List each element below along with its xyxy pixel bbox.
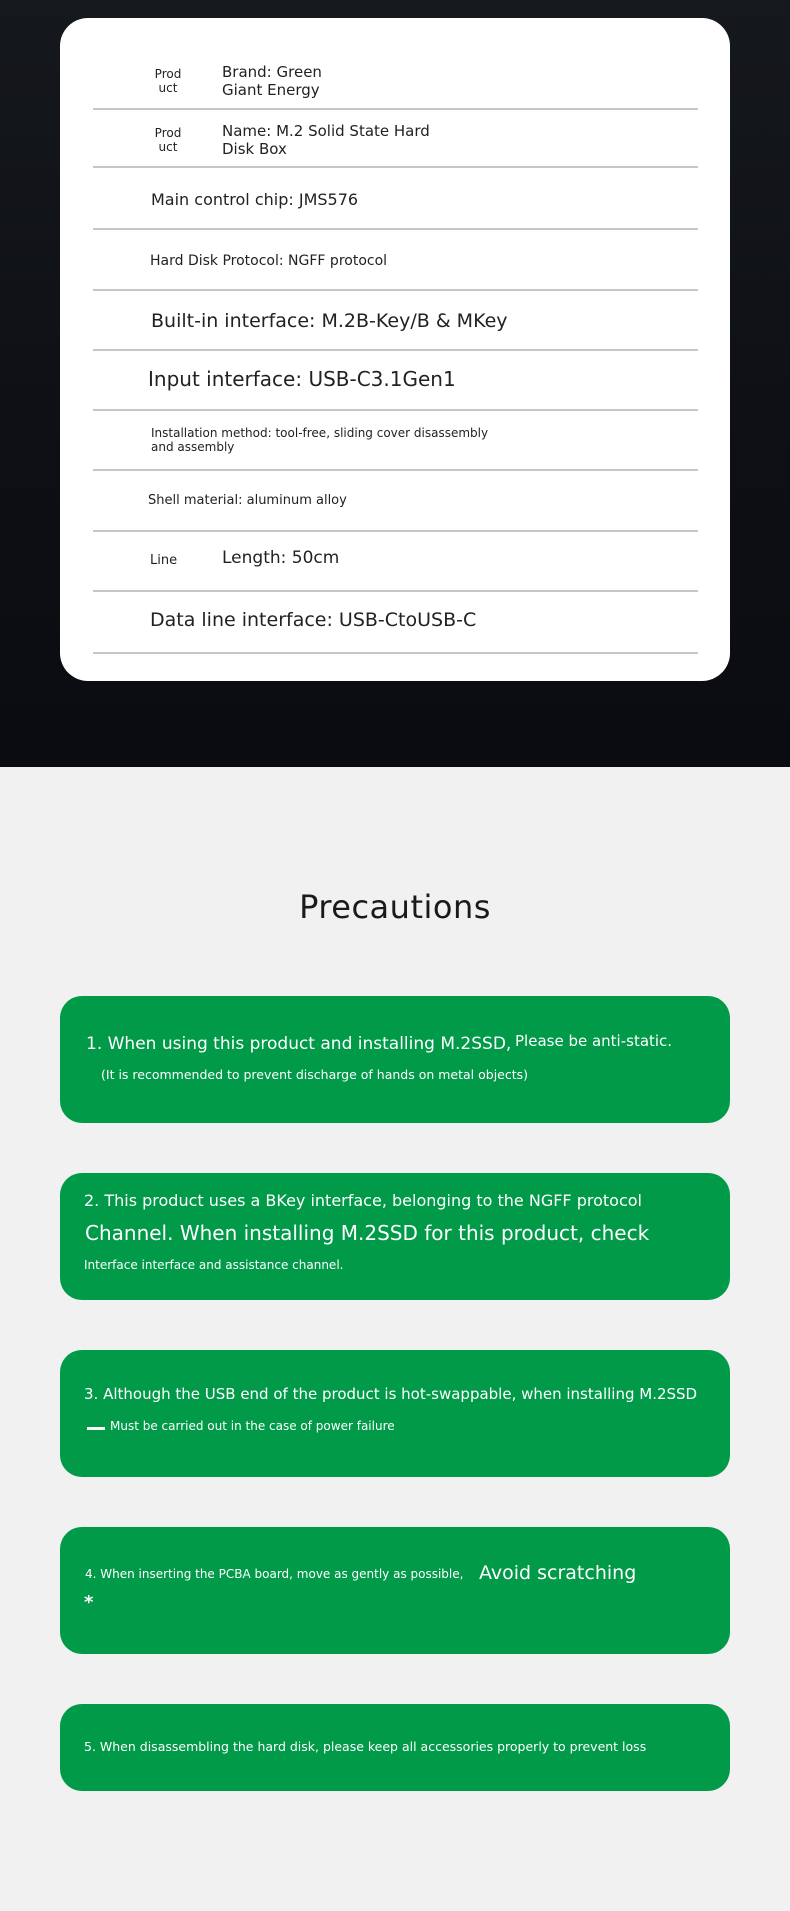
spec-row-text: Name: M.2 Solid State Hard Disk Box <box>222 122 430 158</box>
precaution-card-1 <box>60 996 730 1123</box>
row-divider <box>93 652 698 654</box>
asterisk-mark: * <box>84 1592 94 1613</box>
precaution-text: Avoid scratching <box>479 1562 637 1584</box>
precaution-text: 4. When inserting the PCBA board, move as gently as possible, <box>85 1567 464 1581</box>
row-divider <box>93 349 698 351</box>
precaution-text: 5. When disassembling the hard disk, please keep all accessories properly to prevent loss <box>84 1739 647 1754</box>
precaution-text: 3. Although the USB end of the product is hot-swappable, when installing M.2SSD <box>84 1385 698 1403</box>
precaution-card-3 <box>60 1350 730 1477</box>
precaution-text: 1. When using this product and installing M.2SSD, <box>86 1034 512 1054</box>
row-divider <box>93 108 698 110</box>
row-divider <box>93 530 698 532</box>
spec-row-text: Installation method: tool-free, sliding cover disassembly and assembly <box>151 426 489 454</box>
spec-row-text: Hard Disk Protocol: NGFF protocol <box>150 253 388 269</box>
spec-row-label: Line <box>150 553 178 568</box>
row-divider <box>93 409 698 411</box>
precautions-title: Precautions <box>299 888 491 926</box>
precaution-card-2 <box>60 1173 730 1300</box>
precaution-card-4 <box>60 1527 730 1654</box>
row-divider <box>93 166 698 168</box>
precaution-card-5 <box>60 1704 730 1791</box>
spec-row-label: Prod uct <box>154 126 182 155</box>
dash-mark <box>87 1427 105 1430</box>
spec-row-text: Length: 50cm <box>222 548 340 568</box>
spec-row-text: Input interface: USB-C3.1Gen1 <box>148 367 456 391</box>
spec-row-text: Main control chip: JMS576 <box>151 190 359 209</box>
spec-row-label: Prod uct <box>154 67 182 96</box>
spec-row-text: Data line interface: USB-CtoUSB-C <box>150 609 477 631</box>
spec-row-text: Built-in interface: M.2B-Key/B & MKey <box>151 310 508 332</box>
precaution-text: Interface interface and assistance channel. <box>84 1258 344 1272</box>
precaution-text: 2. This product uses a BKey interface, belonging to the NGFF protocol <box>84 1191 642 1210</box>
spec-card <box>60 18 730 681</box>
precaution-text: (It is recommended to prevent discharge of hands on metal objects) <box>101 1067 529 1082</box>
precaution-text: Channel. When installing M.2SSD for this product, check <box>85 1221 650 1245</box>
precaution-text: Please be anti-static. <box>515 1032 673 1050</box>
spec-row-text: Shell material: aluminum alloy <box>148 493 347 508</box>
spec-row-text: Brand: Green Giant Energy <box>222 63 322 99</box>
precaution-text: Must be carried out in the case of power failure <box>110 1419 395 1433</box>
row-divider <box>93 289 698 291</box>
row-divider <box>93 590 698 592</box>
row-divider <box>93 228 698 230</box>
row-divider <box>93 469 698 471</box>
